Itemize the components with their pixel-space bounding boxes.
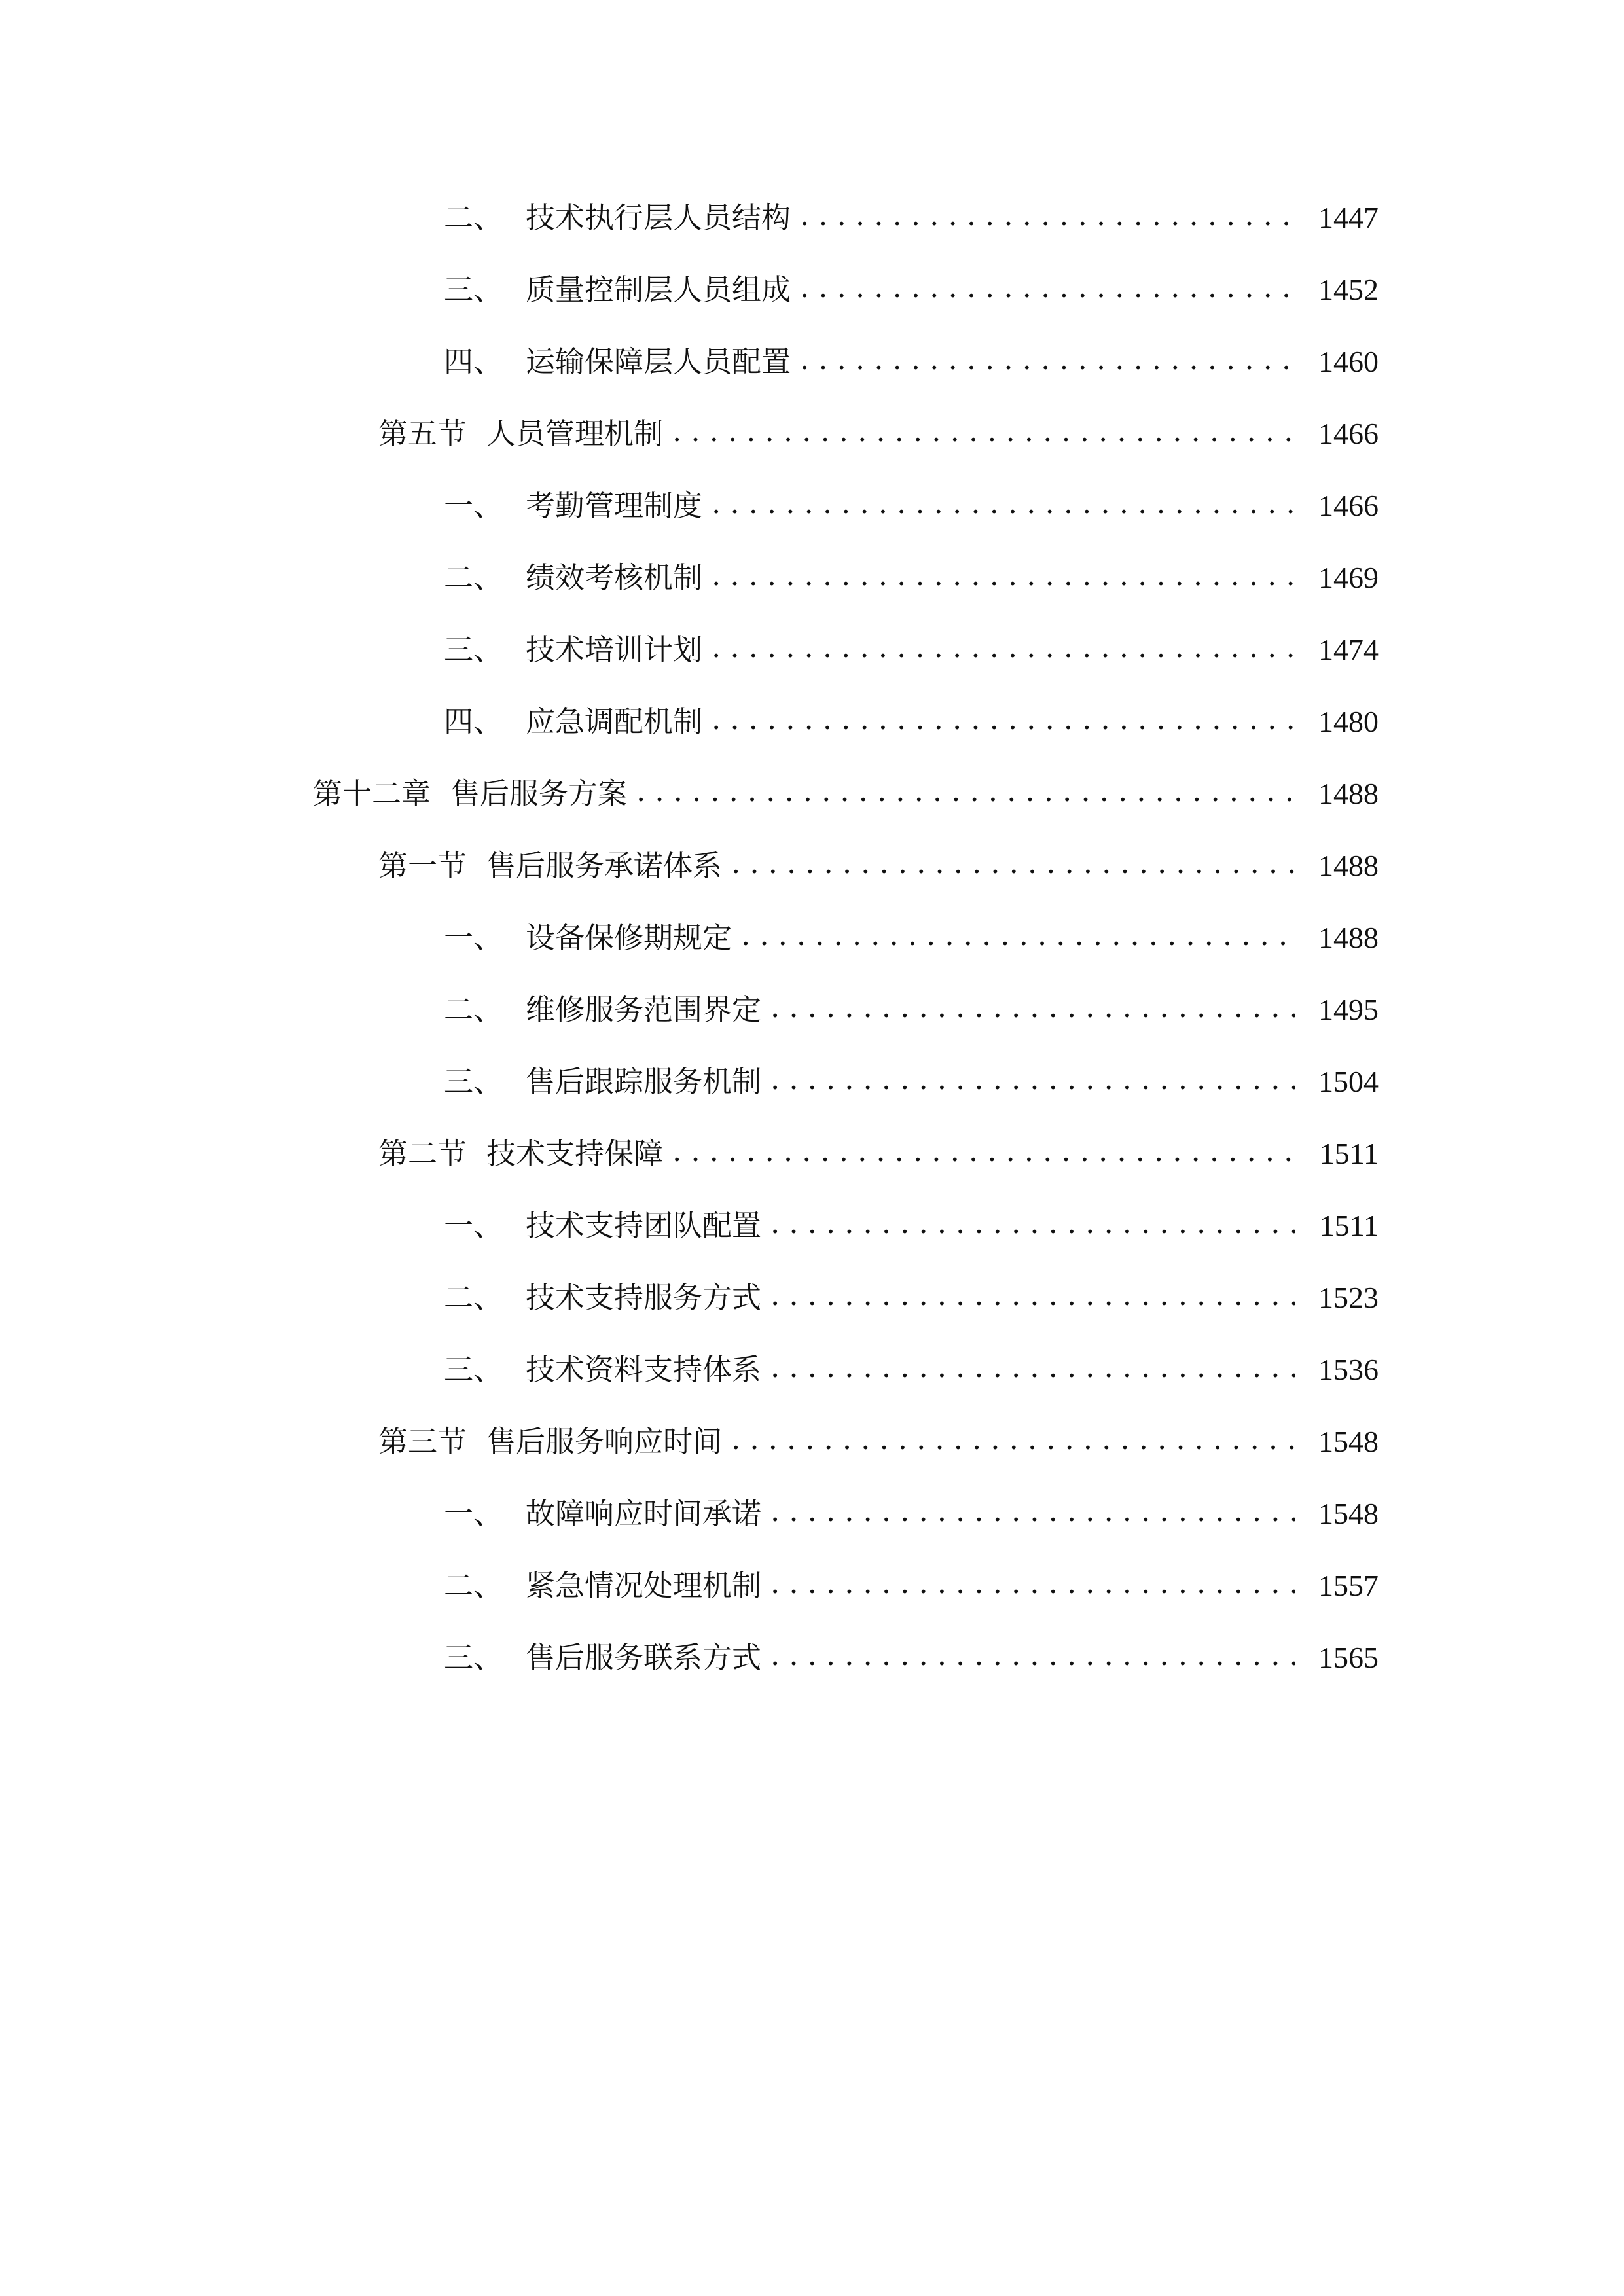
toc-entry-page: 1447 (1318, 201, 1379, 234)
toc-entry-number: 三、 (444, 1640, 503, 1675)
toc-entry-number: 一、 (444, 920, 503, 955)
toc-dot-leader (712, 693, 1295, 745)
toc-entry-number: 二、 (444, 992, 503, 1027)
toc-entry-number: 第二节 (378, 1136, 467, 1171)
toc-entry[interactable] (444, 1344, 1379, 1396)
toc-entry-page: 1523 (1318, 1281, 1379, 1314)
toc-entry[interactable] (444, 624, 1379, 676)
toc-dot-leader (731, 1413, 1295, 1465)
toc-dot-leader (712, 621, 1295, 673)
toc-entry-number: 一、 (444, 1208, 503, 1243)
toc-entry-number: 三、 (444, 272, 503, 307)
toc-entry-page: 1452 (1318, 273, 1379, 306)
toc-entry-title: 售后服务承诺体系 (486, 848, 723, 883)
toc-dot-leader (770, 1197, 1295, 1249)
toc-entry-page: 1495 (1318, 993, 1379, 1026)
toc-entry-number: 二、 (444, 200, 503, 235)
toc-dot-leader (672, 405, 1295, 457)
toc-entry-title: 技术执行层人员结构 (526, 200, 791, 235)
toc-dot-leader (770, 981, 1295, 1033)
toc-entry-page: 1511 (1319, 1209, 1379, 1242)
toc-entry[interactable] (444, 1200, 1379, 1252)
toc-entry-number: 三、 (444, 1352, 503, 1387)
toc-entry-number: 四、 (444, 704, 503, 739)
toc-entry-page: 1480 (1318, 705, 1379, 738)
toc-entry-page: 1488 (1318, 849, 1379, 882)
toc-entry[interactable] (444, 1272, 1379, 1324)
toc-entry[interactable] (444, 1488, 1379, 1540)
toc-entry[interactable] (378, 1128, 1379, 1180)
toc-entry-number: 三、 (444, 1064, 503, 1099)
toc-entry-title: 质量控制层人员组成 (526, 272, 791, 307)
toc-entry-title: 售后服务响应时间 (486, 1424, 723, 1459)
toc-entry-number: 第十二章 (313, 776, 431, 811)
toc-entry-page: 1557 (1318, 1569, 1379, 1602)
toc-entry-title: 绩效考核机制 (526, 560, 703, 595)
toc-entry-title: 技术支持保障 (486, 1136, 664, 1171)
toc-dot-leader (712, 477, 1295, 529)
toc-entry-title: 维修服务范围界定 (526, 992, 762, 1027)
toc-entry-number: 四、 (444, 344, 503, 379)
toc-entry-number: 二、 (444, 560, 503, 595)
toc-entry-title: 设备保修期规定 (526, 920, 732, 955)
toc-entry-number: 二、 (444, 1568, 503, 1603)
toc-entry[interactable] (378, 408, 1379, 460)
toc-entry-title: 应急调配机制 (526, 704, 703, 739)
toc-dot-leader (672, 1125, 1295, 1177)
toc-entry[interactable] (444, 984, 1379, 1036)
toc-dot-leader (741, 909, 1295, 961)
toc-entry-number: 第一节 (378, 848, 467, 883)
toc-entry-page: 1466 (1318, 417, 1379, 450)
toc-entry-number: 三、 (444, 632, 503, 667)
toc-entry-title: 售后跟踪服务机制 (526, 1064, 762, 1099)
toc-entry[interactable] (444, 192, 1379, 244)
toc-dot-leader (712, 549, 1295, 601)
toc-entry-page: 1548 (1318, 1425, 1379, 1458)
toc-dot-leader (770, 1053, 1295, 1105)
toc-entry-title: 人员管理机制 (486, 416, 664, 451)
toc-entry[interactable] (444, 1560, 1379, 1612)
toc-entry-page: 1474 (1318, 633, 1379, 666)
toc-entry[interactable] (444, 264, 1379, 316)
toc-entry-title: 技术培训计划 (526, 632, 703, 667)
toc-entry-page: 1536 (1318, 1353, 1379, 1386)
toc-entry[interactable] (378, 840, 1379, 892)
toc-entry-page: 1488 (1318, 921, 1379, 954)
toc-entry[interactable] (444, 912, 1379, 964)
toc-entry[interactable] (444, 1056, 1379, 1108)
toc-entry-number: 一、 (444, 1496, 503, 1531)
toc-entry-title: 售后服务联系方式 (526, 1640, 762, 1675)
toc-entry-page: 1548 (1318, 1497, 1379, 1530)
toc-entry-title: 技术资料支持体系 (526, 1352, 762, 1387)
toc-dot-leader (770, 1557, 1295, 1609)
toc-entry-number: 第五节 (378, 416, 467, 451)
toc-entry-title: 紧急情况处理机制 (526, 1568, 762, 1603)
toc-entry-page: 1511 (1319, 1137, 1379, 1170)
toc-entry[interactable] (378, 1416, 1379, 1468)
toc-dot-leader (636, 765, 1295, 817)
toc-entry-title: 考勤管理制度 (526, 488, 703, 523)
toc-entry-page: 1460 (1318, 345, 1379, 378)
toc-entry[interactable] (444, 552, 1379, 604)
toc-entry[interactable] (444, 1632, 1379, 1684)
toc-dot-leader (770, 1269, 1295, 1321)
toc-entry-number: 二、 (444, 1280, 503, 1315)
toc-dot-leader (770, 1629, 1295, 1681)
toc-dot-leader (800, 261, 1295, 314)
toc-entry[interactable] (444, 696, 1379, 748)
toc-entry-number: 一、 (444, 488, 503, 523)
toc-entry-title: 售后服务方案 (450, 776, 628, 811)
toc-entry[interactable] (444, 336, 1379, 388)
toc-entry-number: 第三节 (378, 1424, 467, 1459)
toc-dot-leader (800, 333, 1295, 386)
toc-entry-title: 故障响应时间承诺 (526, 1496, 762, 1531)
toc-entry-title: 技术支持团队配置 (526, 1208, 762, 1243)
toc-dot-leader (770, 1485, 1295, 1537)
toc-dot-leader (731, 837, 1295, 889)
toc-entry-page: 1469 (1318, 561, 1379, 594)
toc-entry-page: 1565 (1318, 1641, 1379, 1674)
toc-entry-page: 1504 (1318, 1065, 1379, 1098)
toc-entry-page: 1466 (1318, 489, 1379, 522)
toc-entry-title: 运输保障层人员配置 (526, 344, 791, 379)
toc-entry[interactable] (313, 768, 1379, 820)
toc-entry[interactable] (444, 480, 1379, 532)
toc-dot-leader (770, 1341, 1295, 1393)
toc-entry-page: 1488 (1318, 777, 1379, 810)
toc-dot-leader (800, 189, 1295, 242)
toc-entry-title: 技术支持服务方式 (526, 1280, 762, 1315)
